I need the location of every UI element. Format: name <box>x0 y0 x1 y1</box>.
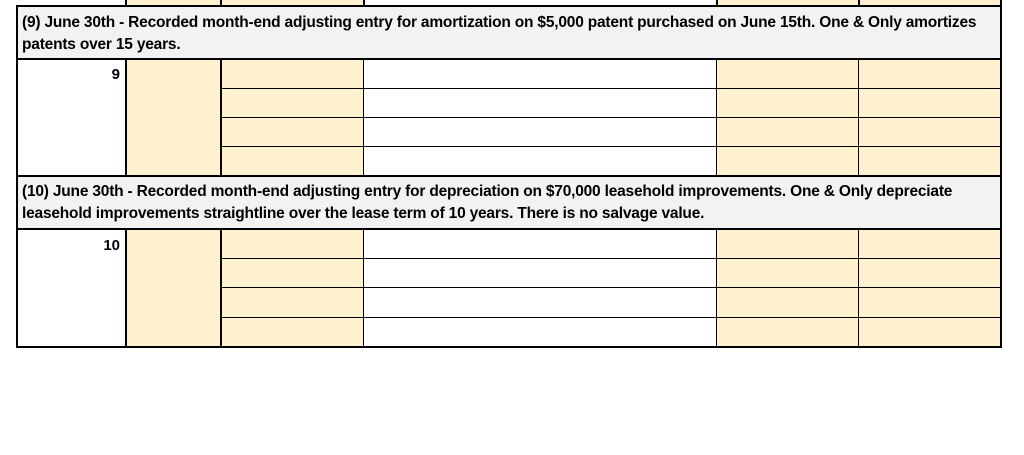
entry-9-number: 9 <box>111 66 120 83</box>
entry-9-row-3-debit-cell[interactable] <box>717 117 859 146</box>
entry-10-row-2-debit-cell[interactable] <box>717 258 859 287</box>
grid-line <box>221 117 1002 118</box>
grid-line <box>716 0 718 6</box>
grid-line <box>221 88 1002 89</box>
entry-10-row-1-debit-cell[interactable] <box>717 229 859 258</box>
grid-line <box>16 346 1002 348</box>
entry-9-row-2-debit-cell[interactable] <box>717 88 859 117</box>
entry-10-row-1-account-cell[interactable] <box>364 229 717 258</box>
entry-10-row-3-debit-cell[interactable] <box>717 287 859 317</box>
grid-line <box>16 228 1002 230</box>
entry-10-row-3-credit-cell[interactable] <box>859 287 1002 317</box>
grid-line <box>16 58 1002 60</box>
entry-9-date-cell[interactable] <box>126 59 221 175</box>
entry-10-description: (10) June 30th - Recorded month-end adjusting entry for depreciation on $70,000 leasehold improvements. One & Only depreciate leasehold improvements straightline over the lease term of 10 years. There is no salvage value. <box>22 183 953 222</box>
grid-line <box>363 229 364 348</box>
entry-9-row-3-account-cell[interactable] <box>364 117 717 146</box>
grid-line <box>858 229 859 348</box>
entry-9-row-1-account-cell[interactable] <box>364 59 717 88</box>
entry-9-row-1-credit-cell[interactable] <box>859 59 1002 88</box>
grid-line <box>221 287 1002 288</box>
grid-line <box>716 59 717 176</box>
entry-10-row-2-account-cell[interactable] <box>364 258 717 287</box>
grid-line <box>363 59 364 176</box>
entry-10-number: 10 <box>103 237 120 254</box>
entry-10-number-cell <box>16 229 126 347</box>
grid-line <box>125 59 127 176</box>
entry-9-row-2-credit-cell[interactable] <box>859 88 1002 117</box>
grid-line <box>220 0 222 6</box>
entry-10-row-2-credit-cell[interactable] <box>859 258 1002 287</box>
grid-line <box>16 5 18 348</box>
entry-9-row-1-debit-cell[interactable] <box>717 59 859 88</box>
journal-entry-worksheet <box>16 0 1002 348</box>
grid-line <box>858 0 860 6</box>
entry-10-row-2-reference-cell[interactable] <box>221 258 364 287</box>
entry-10-date-cell[interactable] <box>126 229 221 347</box>
grid-line <box>16 5 1002 7</box>
entry-9-row-2-reference-cell[interactable] <box>221 88 364 117</box>
grid-line <box>363 0 365 6</box>
entry-10-row-4-debit-cell[interactable] <box>717 317 859 347</box>
entry-9-row-3-reference-cell[interactable] <box>221 117 364 146</box>
entry-9-description-band <box>16 6 1002 59</box>
entry-9-row-4-account-cell[interactable] <box>364 146 717 175</box>
entry-10-description-band <box>16 176 1002 229</box>
entry-9-row-3-credit-cell[interactable] <box>859 117 1002 146</box>
entry-9-row-4-credit-cell[interactable] <box>859 146 1002 175</box>
grid-line <box>221 317 1002 318</box>
entry-10-row-1-credit-cell[interactable] <box>859 229 1002 258</box>
grid-line <box>125 0 127 6</box>
entry-10-row-4-credit-cell[interactable] <box>859 317 1002 347</box>
entry-9-row-4-reference-cell[interactable] <box>221 146 364 175</box>
entry-9-row-2-account-cell[interactable] <box>364 88 717 117</box>
grid-line <box>220 59 222 176</box>
grid-line <box>16 175 1002 177</box>
grid-line <box>220 229 222 348</box>
grid-line <box>716 229 717 348</box>
entry-9-description: (9) June 30th - Recorded month-end adjusting entry for amortization on $5,000 patent purchased on June 15th. One & Only amortizes patents over 15 years. <box>22 14 977 53</box>
grid-line <box>221 146 1002 147</box>
entry-10-row-4-reference-cell[interactable] <box>221 317 364 347</box>
grid-line <box>858 59 859 176</box>
entry-9-row-4-debit-cell[interactable] <box>717 146 859 175</box>
entry-10-row-4-account-cell[interactable] <box>364 317 717 347</box>
entry-9-row-1-reference-cell[interactable] <box>221 59 364 88</box>
grid-line <box>125 229 127 348</box>
entry-9-number-cell <box>16 59 126 175</box>
entry-10-row-1-reference-cell[interactable] <box>221 229 364 258</box>
grid-line <box>221 258 1002 259</box>
grid-line <box>1000 0 1002 348</box>
entry-10-row-3-account-cell[interactable] <box>364 287 717 317</box>
entry-10-row-3-reference-cell[interactable] <box>221 287 364 317</box>
